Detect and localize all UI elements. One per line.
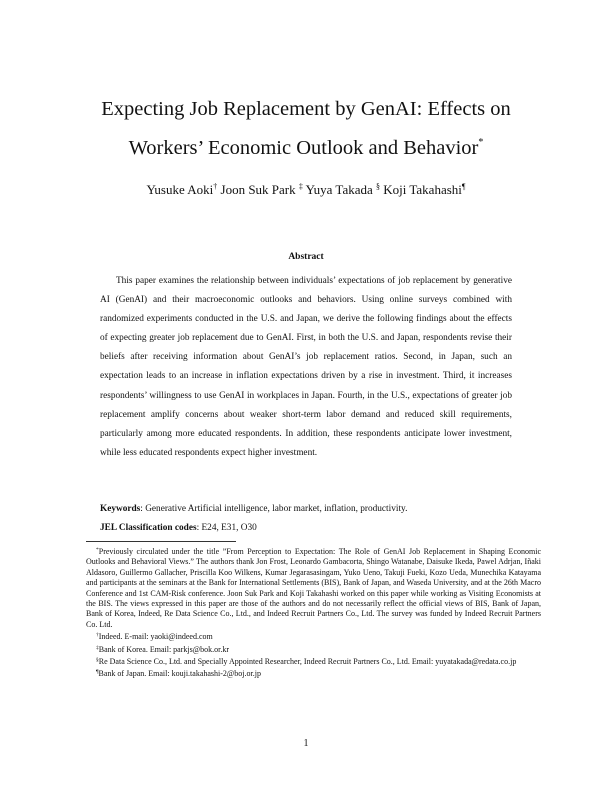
author-mark: ‡: [298, 182, 303, 191]
footnote-text: Re Data Science Co., Ltd. and Specially Appointed Researcher, Indeed Recruit Partners Co., Ltd. Email: yuyatakada@redata.co.jp: [98, 657, 517, 667]
jel-codes-line: [100, 519, 512, 538]
footnote-mark: ‡: [96, 644, 99, 651]
footnote-text: Previously circulated under the title ”From Perception to Expectation: The Role of GenAI Job Replacement in Shaping Economic Outlooks and Behavioral Views.” The authors thank Jon Frost, Leonardo Gambacorta, Shingo Watanabe, Daisuke Ikeda, Pawel Adrjan, Iñaki Aldasoro, Guillermo Gallacher, Priscilla Koo Wilkens, Kumar Jegarasasingam, Yuko Ueno, Takuji Fueki, Kozo Ueda, Munechika Katayama and participants at the seminars at the Bank for International Settlements (BIS), Bank of Japan, and Waseda University, and at the 26th Macro Conference and 1st CAM-Risk conference. Joon Suk Park and Koji Takahashi worked on this paper while working as Visiting Economists at the BIS. The views expressed in this paper are those of the authors and do not necessarily reflect the official views of BIS, Bank of Japan, Bank of Korea, Indeed, Re Data Science Co., Ltd., and Indeed Recruit Partners Co., Ltd. The survey was funded by Indeed Recruit Partners Co. Ltd.: [86, 547, 541, 629]
title-line-2: Workers’ Economic Outlook and Behavior: [128, 137, 479, 159]
footnote-text: Indeed. E-mail: yaoki@indeed.com: [98, 632, 213, 642]
author-name: Yuya Takada: [305, 182, 373, 197]
footnote-mark: *: [96, 547, 99, 553]
title-footnote-mark: *: [478, 137, 484, 148]
footnote-mark: †: [96, 632, 99, 639]
title-line-1: Expecting Job Replacement by GenAI: Effects on: [101, 98, 511, 120]
keywords-line: [100, 500, 512, 519]
jel-label: JEL Classification codes: [100, 523, 197, 533]
author-mark: §: [376, 182, 380, 191]
author-mark: ¶: [461, 182, 466, 191]
author-list: [60, 182, 552, 198]
footnote: [86, 643, 541, 655]
footnote: [86, 655, 541, 667]
footnote: [86, 630, 541, 642]
paper-title: [60, 92, 552, 165]
abstract-heading: Abstract: [288, 252, 324, 262]
footnote: [86, 545, 541, 630]
keywords-text: : Generative Artificial intelligence, labor market, inflation, productivity.: [140, 504, 408, 514]
footnote: [86, 667, 541, 679]
author-name: Joon Suk Park: [220, 182, 296, 197]
footnote-mark: ¶: [96, 669, 99, 676]
footnote-text: Bank of Korea. Email: parkjs@bok.or.kr: [98, 644, 229, 654]
footnote-mark: §: [96, 657, 99, 664]
footnote-rule: [86, 541, 236, 542]
abstract-text: This paper examines the relationship between individuals’ expectations of job replacement by generative AI (GenAI) and their macroeconomic outlooks and behaviors. Using online surveys combined with randomized experiments conducted in the U.S. and Japan, we derive the following findings about the effects of expecting greater job replacement due to GenAI. First, in both the U.S. and Japan, respondents revise their beliefs after receiving information about GenAI’s job replacement ratios. Second, in Japan, such an expectation leads to an increase in inflation expectations driven by a rise in investment. Third, it increases respondents’ willingness to use GenAI in workplaces in Japan. Fourth, in the U.S., expectations of greater job replacement amplify concerns about weaker short-term labor demand and reduced skill requirements, particularly among more educated respondents. In addition, these respondents anticipate lower investment, while less educated respondents expect higher investment.: [100, 276, 512, 458]
page-number: 1: [303, 738, 309, 749]
keywords-label: Keywords: [100, 504, 141, 514]
footnotes: [86, 545, 541, 680]
author-name: Yusuke Aoki: [146, 182, 214, 197]
jel-text: : E24, E31, O30: [196, 523, 257, 533]
author-mark: †: [213, 182, 218, 191]
author-name: Koji Takahashi: [383, 182, 462, 197]
footnote-text: Bank of Japan. Email: kouji.takahashi-2@boj.or.jp: [98, 669, 261, 679]
